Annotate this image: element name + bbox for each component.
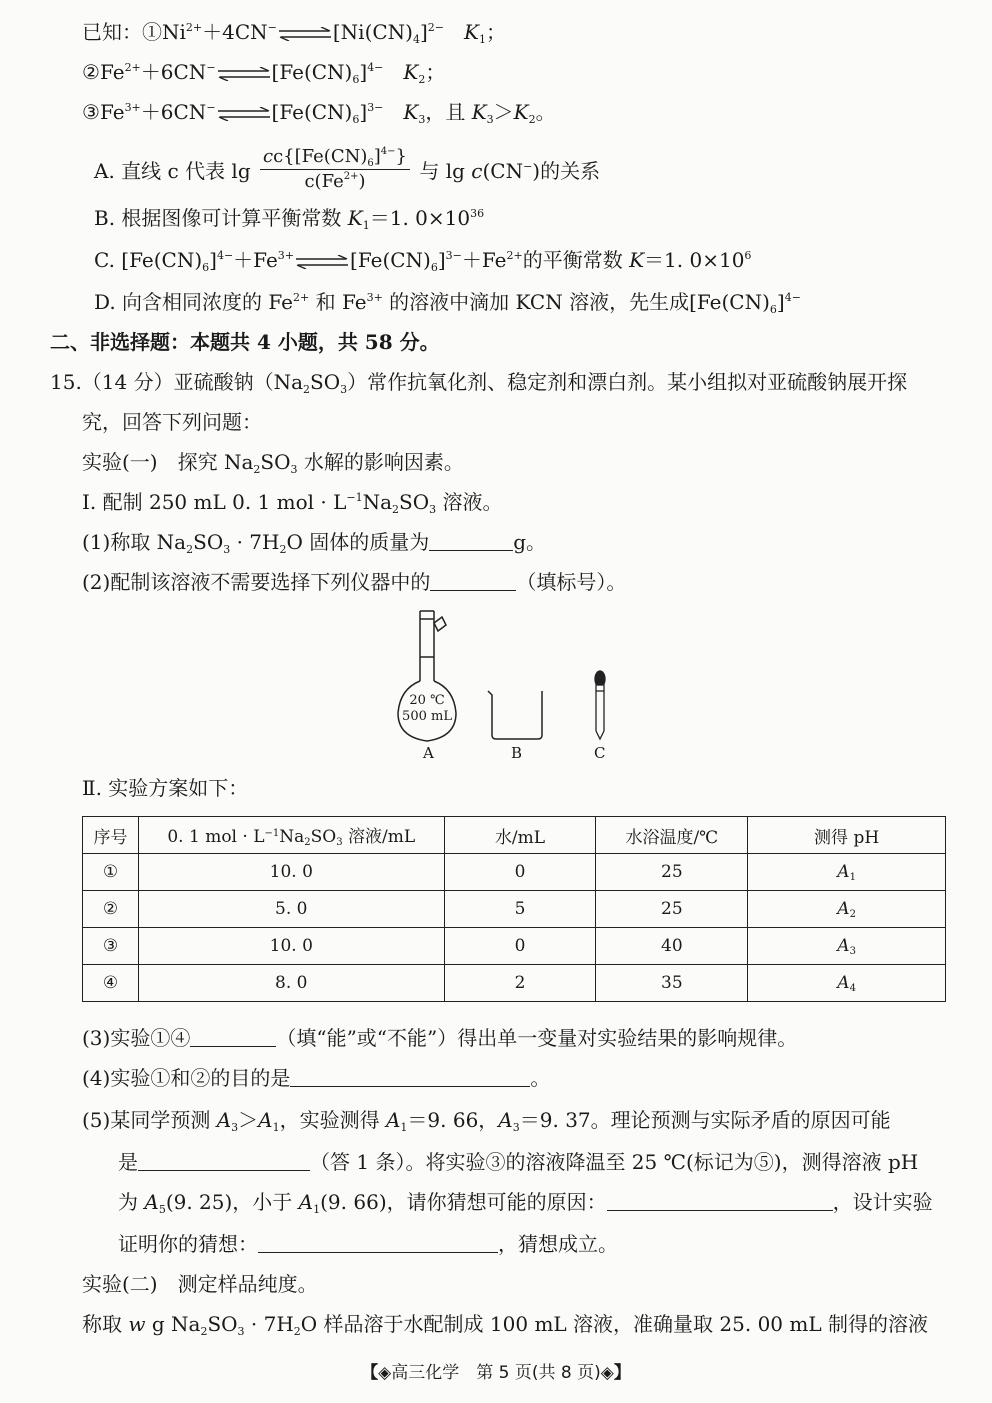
question-5-line4: 证明你的猜想： ，猜想成立。 (118, 1232, 618, 1256)
question-5-line1: (5)某同学预测 $A_3>A_1$，实验测得 $A_1=9$. 66，$A_3=9$. 37。理论预测与实际矛盾的原因可能 (82, 1108, 891, 1134)
section-heading: 二、非选择题：本题共 4 小题，共 58 分。 (50, 330, 440, 354)
equilibrium-arrow-icon (216, 107, 272, 121)
experiment-1-heading: 实验(一) 探究 $Na_2SO_3$ 水解的影响因素。 (82, 450, 464, 476)
part-2-heading: Ⅱ. 实验方案如下： (82, 776, 249, 800)
table-row: ② 5. 0 5 25 $A_2$ (83, 891, 946, 928)
answer-blank-4[interactable] (290, 1066, 530, 1087)
equilibrium-arrow-icon (216, 67, 272, 81)
page-footer: 【◈高三化学 第 5 页(共 8 页)◈】 (361, 1363, 631, 1383)
answer-blank-3[interactable] (190, 1026, 276, 1047)
experiment-table (82, 816, 946, 1002)
experiment-2-heading: 实验(二) 测定样品纯度。 (82, 1272, 318, 1296)
experiment-2-text: 称取 w g $Na_2SO_3 \cdot 7H_2O$ 样品溶于水配制成 100 mL 溶液，准确量取 25. 00 mL 制得的溶液 (82, 1312, 928, 1338)
question-4: (4)实验①和②的目的是 。 (82, 1066, 551, 1090)
question-1: (1)称取 $Na_2SO_3 \cdot 7H_2O$ 固体的质量为 g。 (82, 530, 547, 556)
apparatus-label-b: B (511, 744, 523, 762)
question-2: (2)配制该溶液不需要选择下列仪器中的 （填标号）。 (82, 570, 627, 594)
diamond-icon: ◈ (378, 1363, 392, 1383)
diamond-icon: ◈ (600, 1363, 614, 1383)
answer-blank-1[interactable] (429, 530, 513, 551)
flask-text-volume: 500 mL (402, 709, 452, 724)
header-water: 水/mL (444, 817, 596, 854)
known-reaction-2: $②Fe^{2+}+6CN^-$ $[Fe(CN)_6]^{4-}$ $K_2$； (82, 60, 446, 86)
table-row: ④ 8. 0 2 35 $A_4$ (83, 965, 946, 1002)
known-reaction-1: 已知：$①Ni^{2+}+4CN^-$ $[Ni(CN)_4]^{2-}$ $K_1$； (82, 20, 506, 46)
q15-intro-line1: 15.（14 分）亚硫酸钠$(Na_2SO_3)$常作抗氧化剂、稳定剂和漂白剂。某小组拟对亚硫酸钠展开探 (50, 370, 908, 396)
answer-blank-5c[interactable] (258, 1232, 498, 1253)
flask-text-temp: 20 ℃ (409, 693, 445, 708)
table-row: ① 10. 0 0 25 $A_1$ (83, 854, 946, 891)
option-d: D. 向含相同浓度的 $Fe^{2+}$ 和 $Fe^{3+}$ 的溶液中滴加 KCN 溶液，先生成$[Fe(CN)_6]^{4-}$ (94, 290, 801, 316)
header-solution: 0. 1 mol · $L^{-1}Na_2SO_3$ 溶液/mL (138, 817, 444, 854)
option-b: B. 根据图像可计算平衡常数 $K_1=1$. $0\times 10^{36}$ (94, 206, 485, 232)
fraction: $\frac{cc\{[Fe(CN)_6]^{4-}\}}{c(Fe^{2+})}$ (260, 145, 410, 194)
part-1-heading: Ⅰ. 配制 250 mL 0. 1 mol · $L^{-1}Na_2SO_3$ 溶液。 (82, 490, 503, 516)
q15-intro-line2: 究，回答下列问题： (82, 410, 262, 434)
option-a: A. 直线 c 代表 lg $\frac{cc\{[Fe(CN)_6]^{4-}\}}{c(Fe^{2+})}$ 与 lg c(CN−)的关系 (94, 146, 601, 192)
table-header-row (83, 817, 946, 854)
apparatus-label-a: A (423, 744, 434, 762)
apparatus-label-c: C (594, 744, 606, 762)
apparatus-diagram (380, 605, 640, 765)
dropper-icon (595, 671, 605, 739)
question-3: (3)实验①④ （填“能”或“不能”）得出单一变量对实验结果的影响规律。 (82, 1026, 798, 1050)
answer-blank-5a[interactable] (138, 1150, 310, 1171)
header-ph: 测得 pH (748, 817, 946, 854)
equilibrium-arrow-icon (294, 255, 350, 269)
header-temp: 水浴温度/℃ (596, 817, 748, 854)
header-id: 序号 (83, 817, 139, 854)
question-5-line2: 是 （答 1 条）。将实验③的溶液降温至 25 ℃(标记为⑤)，测得溶液 pH (118, 1150, 919, 1174)
beaker-icon (488, 691, 542, 739)
known-reaction-3: $③Fe^{3+}+6CN^-$ $[Fe(CN)_6]^{3-}$ $K_3$，且 $K_3>K_2$。 (82, 100, 556, 126)
table-row: ③ 10. 0 0 40 $A_3$ (83, 928, 946, 965)
question-5-line3: 为 $A_5(9$. 25)，小于 $A_1(9$. 66)，请你猜想可能的原因： ，设计实验 (118, 1190, 933, 1216)
answer-blank-5b[interactable] (607, 1190, 833, 1211)
option-c: C. $[Fe(CN)_6]^{4-}+Fe^{3+}$ $[Fe(CN)_6]^{3-}+Fe^{2+}$的平衡常数 K＝1. $0\times 10^6$ (94, 248, 752, 274)
answer-blank-2[interactable] (430, 570, 516, 591)
equilibrium-arrow-icon (277, 27, 333, 41)
